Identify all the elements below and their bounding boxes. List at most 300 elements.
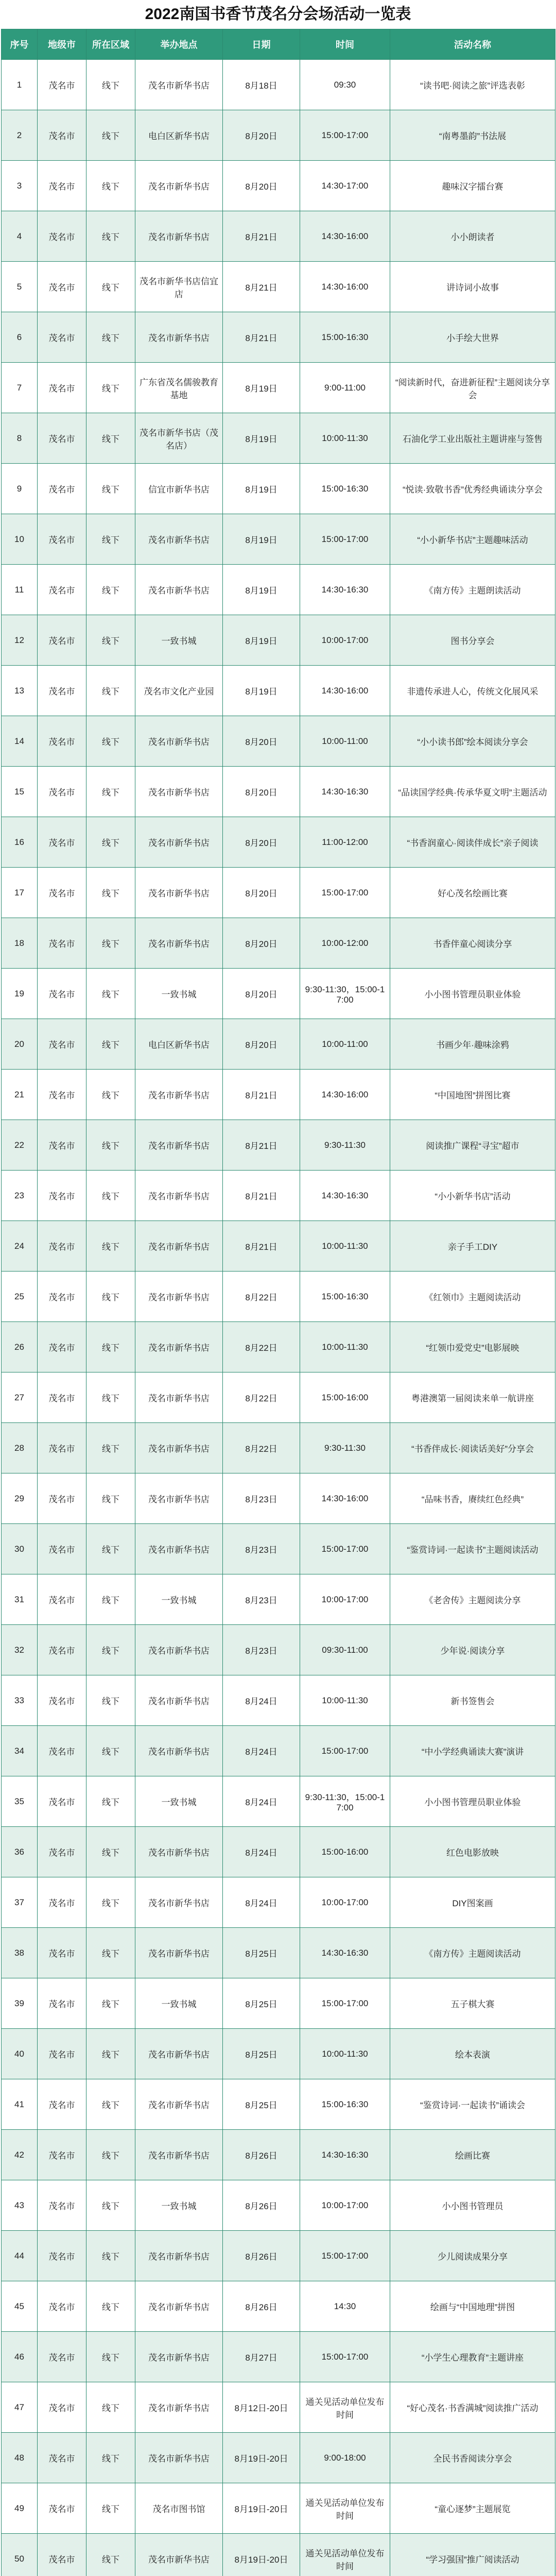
cell-time: 15:00-17:00 bbox=[300, 1726, 390, 1776]
cell-area: 线下 bbox=[86, 1221, 135, 1272]
cell-no: 14 bbox=[2, 716, 38, 767]
cell-time: 14:30-17:00 bbox=[300, 161, 390, 211]
cell-no: 45 bbox=[2, 2281, 38, 2332]
table-row bbox=[2, 1473, 555, 1524]
cell-time: 15:00-16:30 bbox=[300, 2079, 390, 2130]
cell-time: 9:30-11:30 bbox=[300, 1120, 390, 1171]
cell-no: 25 bbox=[2, 1272, 38, 1322]
cell-time: 14:30-16:00 bbox=[300, 262, 390, 312]
table-row bbox=[2, 615, 555, 666]
cell-area: 线下 bbox=[86, 2332, 135, 2382]
cell-city: 茂名市 bbox=[38, 1120, 86, 1171]
cell-venue: 茂名市图书馆 bbox=[135, 2483, 223, 2534]
cell-time: 14:30-16:30 bbox=[300, 1928, 390, 1978]
cell-activity-name: 绘画与“中国地理”拼图 bbox=[390, 2281, 555, 2332]
table-row bbox=[2, 262, 555, 312]
table-row bbox=[2, 1675, 555, 1726]
cell-no: 35 bbox=[2, 1776, 38, 1827]
cell-activity-name: 石油化学工业出版社主题讲座与签售 bbox=[390, 413, 555, 464]
cell-time: 15:00-16:30 bbox=[300, 312, 390, 363]
cell-venue: 茂名市新华书店 bbox=[135, 2433, 223, 2483]
cell-city: 茂名市 bbox=[38, 1423, 86, 1473]
cell-no: 18 bbox=[2, 918, 38, 969]
cell-activity-name: “悦读·致敬书香”优秀经典诵读分享会 bbox=[390, 464, 555, 514]
cell-venue: 茂名市新华书店 bbox=[135, 2534, 223, 2576]
cell-date: 8月19日-20日 bbox=[223, 2534, 300, 2576]
cell-time: 15:00-17:00 bbox=[300, 868, 390, 918]
table-row bbox=[2, 1928, 555, 1978]
cell-activity-name: “鉴赏诗词·一起读书”主题阅读活动 bbox=[390, 1524, 555, 1574]
table-row bbox=[2, 817, 555, 868]
cell-area: 线下 bbox=[86, 2483, 135, 2534]
cell-time: 15:00-17:00 bbox=[300, 1978, 390, 2029]
cell-venue: 茂名市新华书店 bbox=[135, 1524, 223, 1574]
cell-activity-name: “中小学经典诵读大赛”演讲 bbox=[390, 1726, 555, 1776]
cell-venue: 一致书城 bbox=[135, 1776, 223, 1827]
cell-time: 通关见活动单位发布时间 bbox=[300, 2382, 390, 2433]
cell-area: 线下 bbox=[86, 817, 135, 868]
cell-no: 44 bbox=[2, 2231, 38, 2281]
cell-area: 线下 bbox=[86, 1423, 135, 1473]
cell-activity-name: 趣味汉字擂台赛 bbox=[390, 161, 555, 211]
cell-date: 8月25日 bbox=[223, 2029, 300, 2079]
table-row bbox=[2, 363, 555, 413]
cell-activity-name: 《南方传》主题阅读活动 bbox=[390, 1928, 555, 1978]
cell-date: 8月26日 bbox=[223, 2281, 300, 2332]
cell-activity-name: “鉴赏诗词·一起读书”诵读会 bbox=[390, 2079, 555, 2130]
activity-table bbox=[1, 29, 555, 2576]
cell-no: 21 bbox=[2, 1070, 38, 1120]
cell-area: 线下 bbox=[86, 2079, 135, 2130]
cell-no: 6 bbox=[2, 312, 38, 363]
cell-city: 茂名市 bbox=[38, 2180, 86, 2231]
cell-venue: 茂名市新华书店 bbox=[135, 1272, 223, 1322]
cell-area: 线下 bbox=[86, 969, 135, 1019]
cell-time: 14:30-16:30 bbox=[300, 1171, 390, 1221]
cell-time: 9:00-18:00 bbox=[300, 2433, 390, 2483]
cell-time: 14:30-16:30 bbox=[300, 767, 390, 817]
cell-activity-name: 五子棋大赛 bbox=[390, 1978, 555, 2029]
cell-date: 8月21日 bbox=[223, 211, 300, 262]
cell-area: 线下 bbox=[86, 2382, 135, 2433]
cell-no: 2 bbox=[2, 110, 38, 161]
cell-time: 10:00-11:30 bbox=[300, 1675, 390, 1726]
cell-date: 8月27日 bbox=[223, 2332, 300, 2382]
cell-time: 14:30-16:00 bbox=[300, 1473, 390, 1524]
cell-area: 线下 bbox=[86, 1675, 135, 1726]
table-row bbox=[2, 464, 555, 514]
cell-activity-name: 全民书香阅读分享会 bbox=[390, 2433, 555, 2483]
cell-date: 8月18日 bbox=[223, 60, 300, 110]
cell-city: 茂名市 bbox=[38, 1272, 86, 1322]
cell-activity-name: 小手绘大世界 bbox=[390, 312, 555, 363]
table-row bbox=[2, 60, 555, 110]
cell-activity-name: “学习强国”推广阅读活动 bbox=[390, 2534, 555, 2576]
cell-time: 通关见活动单位发布时间 bbox=[300, 2483, 390, 2534]
cell-date: 8月20日 bbox=[223, 817, 300, 868]
cell-area: 线下 bbox=[86, 2231, 135, 2281]
cell-venue: 一致书城 bbox=[135, 615, 223, 666]
cell-activity-name: “品读国学经典·传承华夏文明”主题活动 bbox=[390, 767, 555, 817]
table-row bbox=[2, 110, 555, 161]
table-row bbox=[2, 312, 555, 363]
cell-time: 15:00-16:30 bbox=[300, 1272, 390, 1322]
cell-date: 8月23日 bbox=[223, 1524, 300, 1574]
table-row bbox=[2, 514, 555, 565]
cell-date: 8月22日 bbox=[223, 1272, 300, 1322]
cell-city: 茂名市 bbox=[38, 1675, 86, 1726]
cell-activity-name: 新书签售会 bbox=[390, 1675, 555, 1726]
cell-venue: 茂名市新华书店 bbox=[135, 1221, 223, 1272]
cell-area: 线下 bbox=[86, 161, 135, 211]
cell-city: 茂名市 bbox=[38, 262, 86, 312]
table-row bbox=[2, 969, 555, 1019]
table-body bbox=[2, 60, 555, 2576]
cell-city: 茂名市 bbox=[38, 1978, 86, 2029]
cell-date: 8月19日 bbox=[223, 666, 300, 716]
cell-city: 茂名市 bbox=[38, 1625, 86, 1675]
table-row bbox=[2, 1120, 555, 1171]
cell-city: 茂名市 bbox=[38, 868, 86, 918]
cell-time: 9:30-11:30，15:00-17:00 bbox=[300, 1776, 390, 1827]
cell-time: 14:30-16:30 bbox=[300, 2130, 390, 2180]
cell-activity-name: 少年说·阅读分享 bbox=[390, 1625, 555, 1675]
cell-date: 8月19日 bbox=[223, 615, 300, 666]
table-row bbox=[2, 1171, 555, 1221]
cell-time: 09:30 bbox=[300, 60, 390, 110]
cell-date: 8月26日 bbox=[223, 2231, 300, 2281]
cell-date: 8月22日 bbox=[223, 1423, 300, 1473]
table-row bbox=[2, 2483, 555, 2534]
cell-date: 8月19日-20日 bbox=[223, 2483, 300, 2534]
cell-no: 7 bbox=[2, 363, 38, 413]
cell-city: 茂名市 bbox=[38, 2231, 86, 2281]
table-header-row bbox=[2, 29, 555, 60]
cell-venue: 茂名市新华书店 bbox=[135, 514, 223, 565]
cell-venue: 茂名市新华书店 bbox=[135, 1675, 223, 1726]
cell-no: 50 bbox=[2, 2534, 38, 2576]
cell-city: 茂名市 bbox=[38, 161, 86, 211]
cell-city: 茂名市 bbox=[38, 2130, 86, 2180]
cell-date: 8月19日 bbox=[223, 514, 300, 565]
cell-area: 线下 bbox=[86, 110, 135, 161]
cell-date: 8月23日 bbox=[223, 1574, 300, 1625]
cell-city: 茂名市 bbox=[38, 1070, 86, 1120]
cell-time: 14:30-16:00 bbox=[300, 211, 390, 262]
cell-activity-name: “品味书香，赓续红色经典” bbox=[390, 1473, 555, 1524]
cell-activity-name: “小小新华书店”活动 bbox=[390, 1171, 555, 1221]
cell-activity-name: 非遗传承进人心，传统文化展风采 bbox=[390, 666, 555, 716]
cell-time: 15:00-16:30 bbox=[300, 464, 390, 514]
cell-time: 11:00-12:00 bbox=[300, 817, 390, 868]
cell-city: 茂名市 bbox=[38, 514, 86, 565]
cell-time: 14:30-16:00 bbox=[300, 666, 390, 716]
cell-activity-name: 《老舍传》主题阅读分享 bbox=[390, 1574, 555, 1625]
cell-venue: 茂名市新华书店 bbox=[135, 211, 223, 262]
cell-activity-name: 好心茂名绘画比赛 bbox=[390, 868, 555, 918]
cell-activity-name: 小小朗读者 bbox=[390, 211, 555, 262]
cell-city: 茂名市 bbox=[38, 2382, 86, 2433]
cell-date: 8月24日 bbox=[223, 1877, 300, 1928]
table-row bbox=[2, 565, 555, 615]
cell-no: 41 bbox=[2, 2079, 38, 2130]
cell-city: 茂名市 bbox=[38, 464, 86, 514]
cell-area: 线下 bbox=[86, 716, 135, 767]
cell-city: 茂名市 bbox=[38, 2332, 86, 2382]
cell-date: 8月24日 bbox=[223, 1726, 300, 1776]
cell-time: 10:00-11:00 bbox=[300, 1019, 390, 1070]
cell-date: 8月21日 bbox=[223, 262, 300, 312]
cell-no: 28 bbox=[2, 1423, 38, 1473]
cell-area: 线下 bbox=[86, 413, 135, 464]
cell-time: 14:30 bbox=[300, 2281, 390, 2332]
cell-date: 8月24日 bbox=[223, 1827, 300, 1877]
cell-activity-name: “书香润童心·阅读伴成长”亲子阅读 bbox=[390, 817, 555, 868]
cell-date: 8月20日 bbox=[223, 110, 300, 161]
cell-venue: 电白区新华书店 bbox=[135, 1019, 223, 1070]
cell-activity-name: “小小新华书店”主题趣味活动 bbox=[390, 514, 555, 565]
cell-no: 23 bbox=[2, 1171, 38, 1221]
cell-city: 茂名市 bbox=[38, 1574, 86, 1625]
cell-date: 8月19日 bbox=[223, 363, 300, 413]
cell-activity-name: “小学生心理教育”主题讲座 bbox=[390, 2332, 555, 2382]
cell-time: 15:00-17:00 bbox=[300, 2332, 390, 2382]
cell-date: 8月20日 bbox=[223, 969, 300, 1019]
cell-no: 12 bbox=[2, 615, 38, 666]
cell-time: 09:30-11:00 bbox=[300, 1625, 390, 1675]
cell-no: 4 bbox=[2, 211, 38, 262]
cell-area: 线下 bbox=[86, 2433, 135, 2483]
cell-activity-name: 少儿阅读成果分享 bbox=[390, 2231, 555, 2281]
cell-activity-name: “南粤墨韵”书法展 bbox=[390, 110, 555, 161]
cell-city: 茂名市 bbox=[38, 1221, 86, 1272]
cell-city: 茂名市 bbox=[38, 2281, 86, 2332]
cell-time: 10:00-17:00 bbox=[300, 1574, 390, 1625]
cell-city: 茂名市 bbox=[38, 2029, 86, 2079]
cell-venue: 茂名市新华书店 bbox=[135, 1372, 223, 1423]
table-row bbox=[2, 2534, 555, 2576]
cell-date: 8月20日 bbox=[223, 161, 300, 211]
table-row bbox=[2, 1978, 555, 2029]
cell-city: 茂名市 bbox=[38, 969, 86, 1019]
cell-venue: 茂名市新华书店 bbox=[135, 1625, 223, 1675]
cell-date: 8月21日 bbox=[223, 1120, 300, 1171]
cell-city: 茂名市 bbox=[38, 1827, 86, 1877]
cell-no: 42 bbox=[2, 2130, 38, 2180]
cell-venue: 茂名市新华书店 bbox=[135, 767, 223, 817]
cell-area: 线下 bbox=[86, 514, 135, 565]
cell-venue: 茂名市新华书店 bbox=[135, 1928, 223, 1978]
cell-time: 10:00-17:00 bbox=[300, 1877, 390, 1928]
cell-activity-name: “红领巾爱党史”电影展映 bbox=[390, 1322, 555, 1372]
cell-area: 线下 bbox=[86, 1171, 135, 1221]
cell-venue: 茂名市新华书店 bbox=[135, 1171, 223, 1221]
cell-no: 48 bbox=[2, 2433, 38, 2483]
table-row bbox=[2, 2382, 555, 2433]
cell-venue: 茂名市新华书店 bbox=[135, 868, 223, 918]
cell-date: 8月19日-20日 bbox=[223, 2433, 300, 2483]
table-row bbox=[2, 1524, 555, 1574]
column-header-venue: 举办地点 bbox=[135, 29, 223, 60]
cell-no: 26 bbox=[2, 1322, 38, 1372]
cell-no: 49 bbox=[2, 2483, 38, 2534]
cell-venue: 茂名市新华书店（茂名店） bbox=[135, 413, 223, 464]
cell-activity-name: DIY图案画 bbox=[390, 1877, 555, 1928]
cell-time: 15:00-17:00 bbox=[300, 514, 390, 565]
cell-time: 10:00-12:00 bbox=[300, 918, 390, 969]
cell-area: 线下 bbox=[86, 565, 135, 615]
cell-city: 茂名市 bbox=[38, 918, 86, 969]
cell-no: 8 bbox=[2, 413, 38, 464]
cell-date: 8月24日 bbox=[223, 1675, 300, 1726]
cell-no: 32 bbox=[2, 1625, 38, 1675]
cell-venue: 茂名市新华书店 bbox=[135, 716, 223, 767]
column-header-area: 所在区域 bbox=[86, 29, 135, 60]
cell-area: 线下 bbox=[86, 363, 135, 413]
cell-area: 线下 bbox=[86, 1776, 135, 1827]
cell-city: 茂名市 bbox=[38, 363, 86, 413]
cell-city: 茂名市 bbox=[38, 817, 86, 868]
cell-city: 茂名市 bbox=[38, 413, 86, 464]
cell-activity-name: “童心逐梦”主题展览 bbox=[390, 2483, 555, 2534]
table-row bbox=[2, 1877, 555, 1928]
cell-city: 茂名市 bbox=[38, 1473, 86, 1524]
cell-area: 线下 bbox=[86, 2534, 135, 2576]
cell-city: 茂名市 bbox=[38, 615, 86, 666]
cell-time: 15:00-17:00 bbox=[300, 110, 390, 161]
cell-time: 15:00-16:00 bbox=[300, 1827, 390, 1877]
cell-venue: 茂名市新华书店 bbox=[135, 565, 223, 615]
cell-venue: 茂名市文化产业园 bbox=[135, 666, 223, 716]
cell-area: 线下 bbox=[86, 1019, 135, 1070]
cell-no: 10 bbox=[2, 514, 38, 565]
cell-area: 线下 bbox=[86, 1827, 135, 1877]
cell-area: 线下 bbox=[86, 918, 135, 969]
column-header-city: 地级市 bbox=[38, 29, 86, 60]
cell-venue: 茂名市新华书店 bbox=[135, 2382, 223, 2433]
cell-date: 8月20日 bbox=[223, 767, 300, 817]
cell-activity-name: “好心茂名·书香满城”阅读推广活动 bbox=[390, 2382, 555, 2433]
cell-city: 茂名市 bbox=[38, 666, 86, 716]
cell-activity-name: 阅读推广课程“寻宝”超市 bbox=[390, 1120, 555, 1171]
cell-city: 茂名市 bbox=[38, 1372, 86, 1423]
cell-activity-name: 《南方传》主题朗读活动 bbox=[390, 565, 555, 615]
table-row bbox=[2, 1827, 555, 1877]
cell-activity-name: 《红领巾》主题阅读活动 bbox=[390, 1272, 555, 1322]
cell-no: 40 bbox=[2, 2029, 38, 2079]
cell-area: 线下 bbox=[86, 1877, 135, 1928]
table-row bbox=[2, 868, 555, 918]
cell-no: 22 bbox=[2, 1120, 38, 1171]
column-header-date: 日期 bbox=[223, 29, 300, 60]
cell-activity-name: 小小图书管理员职业体验 bbox=[390, 1776, 555, 1827]
cell-area: 线下 bbox=[86, 615, 135, 666]
cell-no: 17 bbox=[2, 868, 38, 918]
cell-area: 线下 bbox=[86, 1322, 135, 1372]
cell-venue: 茂名市新华书店 bbox=[135, 1322, 223, 1372]
cell-activity-name: 亲子手工DIY bbox=[390, 1221, 555, 1272]
cell-venue: 茂名市新华书店 bbox=[135, 1473, 223, 1524]
table-row bbox=[2, 1019, 555, 1070]
cell-city: 茂名市 bbox=[38, 2534, 86, 2576]
column-header-activity: 活动名称 bbox=[390, 29, 555, 60]
cell-date: 8月19日 bbox=[223, 413, 300, 464]
cell-area: 线下 bbox=[86, 1625, 135, 1675]
cell-date: 8月25日 bbox=[223, 2079, 300, 2130]
cell-time: 10:00-11:00 bbox=[300, 716, 390, 767]
cell-date: 8月26日 bbox=[223, 2180, 300, 2231]
cell-activity-name: 书画少年·趣味涂鸦 bbox=[390, 1019, 555, 1070]
cell-city: 茂名市 bbox=[38, 2079, 86, 2130]
cell-area: 线下 bbox=[86, 464, 135, 514]
table-row bbox=[2, 2180, 555, 2231]
cell-time: 9:30-11:30 bbox=[300, 1423, 390, 1473]
cell-area: 线下 bbox=[86, 1372, 135, 1423]
cell-time: 15:00-17:00 bbox=[300, 1524, 390, 1574]
cell-venue: 茂名市新华书店 bbox=[135, 817, 223, 868]
table-row bbox=[2, 1372, 555, 1423]
cell-date: 8月12日-20日 bbox=[223, 2382, 300, 2433]
cell-city: 茂名市 bbox=[38, 2483, 86, 2534]
column-header-no: 序号 bbox=[2, 29, 38, 60]
cell-venue: 广东省茂名儒骏教育基地 bbox=[135, 363, 223, 413]
cell-city: 茂名市 bbox=[38, 60, 86, 110]
table-row bbox=[2, 211, 555, 262]
cell-date: 8月25日 bbox=[223, 1978, 300, 2029]
table-row bbox=[2, 2281, 555, 2332]
cell-activity-name: 小小图书管理员职业体验 bbox=[390, 969, 555, 1019]
cell-activity-name: 红色电影放映 bbox=[390, 1827, 555, 1877]
cell-city: 茂名市 bbox=[38, 110, 86, 161]
cell-city: 茂名市 bbox=[38, 716, 86, 767]
cell-date: 8月20日 bbox=[223, 868, 300, 918]
table-row bbox=[2, 716, 555, 767]
cell-venue: 一致书城 bbox=[135, 1574, 223, 1625]
cell-area: 线下 bbox=[86, 1928, 135, 1978]
cell-area: 线下 bbox=[86, 767, 135, 817]
table-row bbox=[2, 2231, 555, 2281]
table-row bbox=[2, 2130, 555, 2180]
table-row bbox=[2, 1070, 555, 1120]
cell-time: 14:30-16:00 bbox=[300, 1070, 390, 1120]
cell-time: 10:00-17:00 bbox=[300, 615, 390, 666]
cell-venue: 茂名市新华书店 bbox=[135, 1120, 223, 1171]
cell-area: 线下 bbox=[86, 2281, 135, 2332]
cell-city: 茂名市 bbox=[38, 565, 86, 615]
table-row bbox=[2, 1423, 555, 1473]
table-row bbox=[2, 2079, 555, 2130]
cell-time: 10:00-11:30 bbox=[300, 1221, 390, 1272]
cell-no: 38 bbox=[2, 1928, 38, 1978]
cell-venue: 茂名市新华书店 bbox=[135, 1827, 223, 1877]
cell-date: 8月26日 bbox=[223, 2130, 300, 2180]
cell-date: 8月21日 bbox=[223, 312, 300, 363]
cell-venue: 一致书城 bbox=[135, 1978, 223, 2029]
cell-venue: 茂名市新华书店 bbox=[135, 1070, 223, 1120]
cell-time: 10:00-11:30 bbox=[300, 413, 390, 464]
cell-time: 15:00-16:00 bbox=[300, 1372, 390, 1423]
cell-activity-name: 绘本表演 bbox=[390, 2029, 555, 2079]
cell-city: 茂名市 bbox=[38, 1877, 86, 1928]
cell-no: 1 bbox=[2, 60, 38, 110]
cell-venue: 茂名市新华书店 bbox=[135, 312, 223, 363]
table-row bbox=[2, 2433, 555, 2483]
cell-no: 46 bbox=[2, 2332, 38, 2382]
cell-activity-name: “书香伴成长·阅读话美好”分享会 bbox=[390, 1423, 555, 1473]
cell-venue: 一致书城 bbox=[135, 969, 223, 1019]
cell-no: 33 bbox=[2, 1675, 38, 1726]
cell-date: 8月23日 bbox=[223, 1625, 300, 1675]
